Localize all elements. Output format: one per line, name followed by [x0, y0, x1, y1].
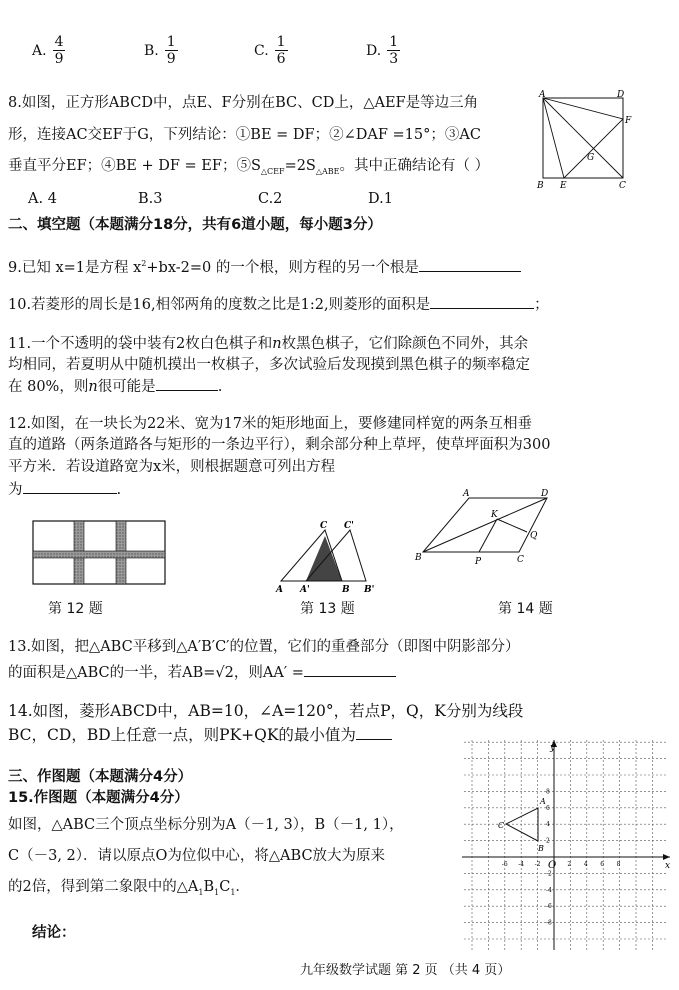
svg-text:D: D — [541, 489, 549, 499]
y-tick-label: -8 — [546, 919, 552, 927]
x-tick-label: 8 — [616, 861, 621, 868]
x-tick-label: 2 — [567, 861, 572, 868]
svg-text:A: A — [276, 585, 283, 595]
q12-line1: 12.如图，在一块长为22米、宽为17米的矩形地面上，要修建同样宽的两条互相垂 — [8, 416, 532, 432]
q11-line2: 均相同，若夏明从中随机摸出一枚棋子，多次试验后发现摸到黑色棋子的频率稳定 — [8, 357, 530, 373]
diagonal-ac — [543, 98, 623, 178]
y-tick-label: 4 — [546, 821, 550, 829]
svg-text:K: K — [491, 510, 498, 520]
q7-options — [32, 34, 452, 78]
q14-line2: BC，CD，BD上任意一点，则PK+QK的最小值为 — [8, 724, 392, 746]
fraction: $\frac{4}{9}$ — [54, 34, 64, 67]
coordinate-grid — [462, 738, 674, 952]
label-e: E — [560, 181, 567, 190]
answer-blank[interactable] — [23, 478, 117, 494]
label-g: G — [587, 153, 595, 163]
section3-title: 三、作图题（本题满分4分） — [8, 769, 193, 785]
svg-text:A: A — [463, 489, 470, 499]
svg-text:B: B — [538, 844, 544, 853]
x-tick-label: 6 — [600, 861, 605, 868]
q12-line4: 为 . — [8, 478, 121, 501]
svg-text:C': C' — [344, 521, 354, 531]
svg-text:C: C — [517, 555, 524, 565]
answer-blank[interactable] — [419, 256, 521, 272]
q7-option-d: D. $\frac{1}{3}$ — [366, 34, 399, 67]
caption-fig14: 第 14 题 — [498, 601, 553, 617]
svg-text:P: P — [475, 557, 482, 567]
svg-text:B: B — [415, 553, 422, 563]
q12-line3: 平方米．若设道路宽为x米，则根据题意可列出方程 — [8, 459, 336, 475]
q14-line1: 14.如图，菱形ABCD中，AB=10，∠A=120°，若点P，Q，K分别为线段 — [8, 702, 524, 720]
q11-line1: 11.一个不透明的袋中装有2枚白色棋子和n枚黑色棋子，它们除颜色不同外，其余 — [8, 336, 529, 352]
answer-blank[interactable] — [356, 724, 392, 740]
svg-text:A': A' — [300, 585, 310, 595]
diagonal-bd — [423, 498, 547, 552]
q12-line2: 直的道路（两条道路各与矩形的一条边平行），剩余部分种上草坪，使草坪面积为300 — [8, 437, 551, 453]
y-tick-label: -4 — [546, 886, 552, 894]
label-a: A — [539, 90, 546, 100]
fraction: $\frac{1}{3}$ — [389, 34, 399, 67]
y-tick-label: 2 — [546, 837, 550, 845]
grid-lines — [464, 740, 667, 950]
label-f: F — [625, 116, 632, 126]
q13-line2: 的面积是△ABC的一半，若AB=√2，则AA′ = — [8, 661, 396, 684]
fig12-road-diagram — [32, 520, 166, 586]
caption-fig13: 第 13 题 — [300, 601, 355, 617]
q8-square-figure — [535, 88, 635, 190]
x-tick-label: 4 — [583, 861, 588, 868]
x-tick-label: -2 — [534, 861, 541, 868]
svg-text:x: x — [665, 861, 671, 871]
section2-title: 二、填空题（本题满分18分，共有6道小题，每小题3分） — [8, 217, 382, 233]
q15-title: 15.作图题（本题满分4分） — [8, 790, 189, 806]
answer-blank[interactable] — [156, 375, 218, 391]
sqrt-two: √2 — [215, 665, 234, 681]
y-tick-label: 6 — [546, 804, 550, 812]
x-tick-label: -6 — [501, 861, 508, 868]
fig13-translation-diagram — [272, 518, 384, 596]
svg-text:C: C — [320, 521, 328, 531]
q10: 10.若菱形的周长是16,相邻两角的度数之比是1:2,则菱形的面积是 ； — [8, 293, 549, 316]
svg-text:B: B — [342, 585, 350, 595]
q8-line2: 形，连接AC交EF于G，下列结论：①BE = DF；②∠DAF =15°；③AC — [8, 127, 481, 143]
triangle-abc-grid — [506, 808, 538, 841]
conclusion-label: 结论： — [32, 925, 76, 941]
svg-text:O: O — [548, 860, 557, 871]
label-b: B — [537, 181, 544, 190]
q13-line1: 13.如图，把△ABC平移到△A′B′C′的位置，它们的重叠部分（即图中阴影部分） — [8, 639, 520, 655]
svg-text:C: C — [498, 821, 505, 830]
q7-option-b: B. $\frac{1}{9}$ — [144, 34, 176, 67]
y-tick-label: 8 — [546, 788, 550, 796]
y-tick-label: -2 — [546, 870, 552, 878]
fig14-rhombus-diagram — [413, 486, 561, 570]
label-c: C — [619, 181, 626, 190]
q8-line1: 8.如图，正方形ABCD中，点E、F分别在BC、CD上，△AEF是等边三角 — [8, 95, 479, 111]
y-tick-label: -6 — [546, 903, 552, 911]
svg-text:A: A — [540, 797, 546, 806]
answer-blank[interactable] — [430, 293, 534, 309]
fraction: $\frac{1}{6}$ — [276, 34, 286, 67]
horizontal-road — [33, 551, 165, 558]
q9: 9.已知 x=1是方程 $x^2+bx-2=0$ 的一个根，则方程的另一个根是 — [8, 253, 521, 279]
segment-kq — [497, 519, 527, 532]
q7-option-a: A. $\frac{4}{9}$ — [32, 34, 64, 67]
q15-line1: 如图，△ABC三个顶点坐标分别为A（－1, 3），B（－1, 1）， — [8, 817, 404, 833]
q8-line3: 垂直平分EF；④BE + DF = EF；$⑤S_{\triangle CEF}=2S_{\triangle ABE}$。其中正确结论有（ ） — [8, 158, 490, 176]
label-d: D — [617, 90, 625, 100]
q11-line3: 在 80%，则n很可能是 . — [8, 375, 222, 398]
q7-option-c: C. $\frac{1}{6}$ — [254, 34, 286, 67]
q15-line2: C（－3, 2）．请以原点O为位似中心，将△ABC放大为原来 — [8, 848, 386, 864]
caption-fig12: 第 12 题 — [48, 601, 103, 617]
svg-text:y: y — [550, 743, 556, 753]
x-axis-arrow — [663, 854, 670, 860]
answer-blank[interactable] — [304, 661, 396, 677]
fraction: $\frac{1}{9}$ — [166, 34, 176, 67]
q15-line3: 的2倍，得到第二象限中的$\triangle A_1B_1C_1$． — [8, 879, 250, 897]
x-tick-label: -4 — [518, 861, 525, 868]
svg-text:B': B' — [364, 585, 375, 595]
page-footer: 九年级数学试题 第 2 页 （共 4 页） — [300, 963, 511, 978]
svg-text:Q: Q — [530, 531, 538, 541]
